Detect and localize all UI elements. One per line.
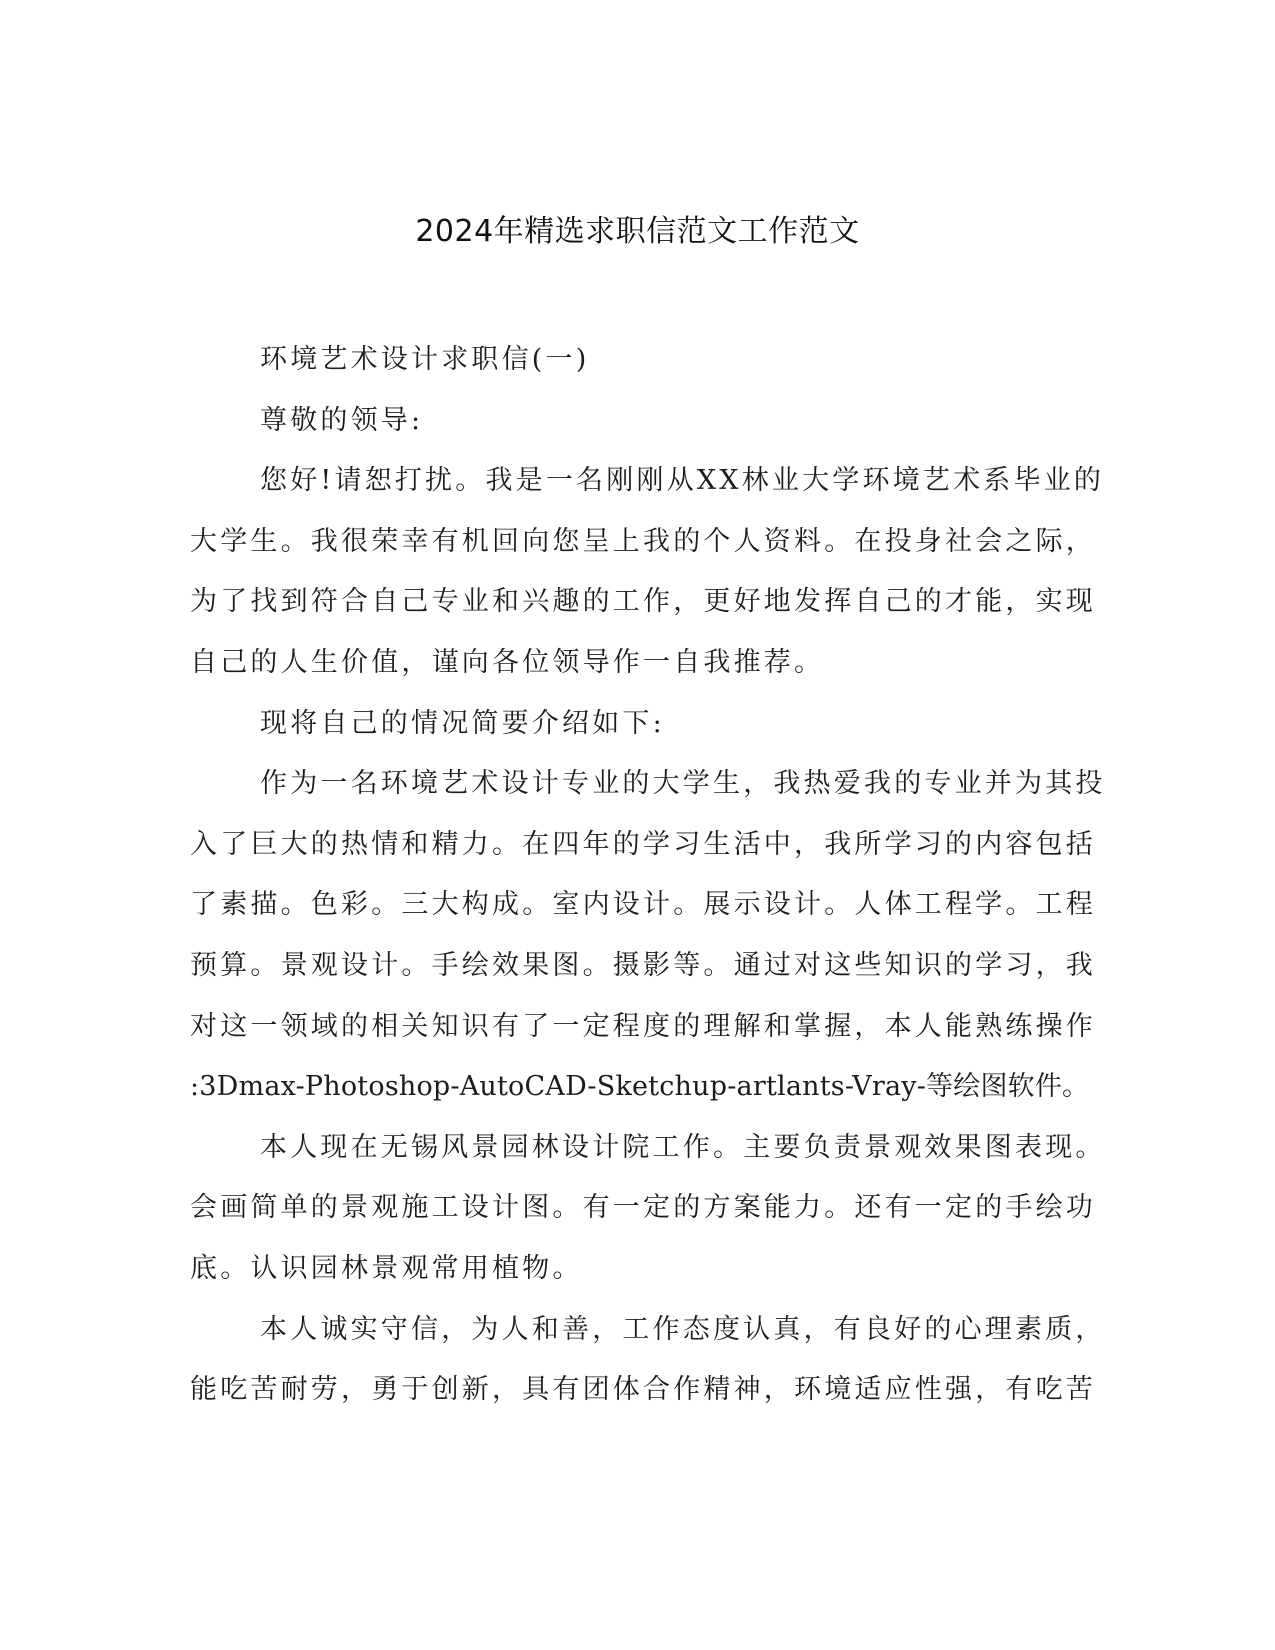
text-line: 环境艺术设计求职信(一) <box>260 344 590 375</box>
paragraph-education <box>190 754 1106 1118</box>
text-line: 本人诚实守信，为人和善，工作态度认真，有良好的心理素质， <box>260 1313 1106 1345</box>
text-line: 作为一名环境艺术设计专业的大学生，我热爱我的专业并为其投 <box>260 768 1106 800</box>
paragraph-overview <box>190 694 1080 755</box>
paragraph-subtitle <box>190 330 1080 391</box>
text-line: 预算。景观设计。手绘效果图。摄影等。通过对这些知识的学习，我 <box>190 949 1096 981</box>
text-line: 您好!请恕打扰。我是一名刚刚从XX林业大学环境艺术系毕业的 <box>260 465 1105 497</box>
text-line: 对这一领域的相关知识有了一定程度的理解和掌握，本人能熟练操作 <box>190 1010 1096 1042</box>
text-line: 本人现在无锡风景园林设计院工作。主要负责景观效果图表现。 <box>260 1131 1106 1163</box>
text-line: 了素描。色彩。三大构成。室内设计。展示设计。人体工程学。工程 <box>190 889 1096 921</box>
text-line: 为了找到符合自己专业和兴趣的工作，更好地发挥自己的才能，实现 <box>190 586 1096 618</box>
text-line: :3Dmax-Photoshop-AutoCAD-Sketchup-artlants-Vray-等绘图软件。 <box>190 1071 1090 1103</box>
paragraph-salutation <box>190 391 1080 452</box>
paragraph-character <box>190 1300 1106 1421</box>
text-line: 尊敬的领导: <box>260 404 424 436</box>
paragraph-work <box>190 1118 1106 1300</box>
text-line: 现将自己的情况简要介绍如下: <box>260 707 665 739</box>
document-body <box>190 330 1106 1421</box>
text-line: 大学生。我很荣幸有机回向您呈上我的个人资料。在投身社会之际， <box>190 525 1096 557</box>
text-line: 能吃苦耐劳，勇于创新，具有团体合作精神，环境适应性强，有吃苦 <box>190 1374 1096 1406</box>
text-line: 底。认识园林景观常用植物。 <box>190 1252 583 1284</box>
document-title: 2024年精选求职信范文工作范文 <box>415 214 860 249</box>
paragraph-intro <box>190 451 1105 693</box>
text-line: 自己的人生价值，谨向各位领导作一自我推荐。 <box>190 646 825 678</box>
text-line: 会画简单的景观施工设计图。有一定的方案能力。还有一定的手绘功 <box>190 1192 1096 1224</box>
text-line: 入了巨大的热情和精力。在四年的学习生活中，我所学习的内容包括 <box>190 828 1096 860</box>
